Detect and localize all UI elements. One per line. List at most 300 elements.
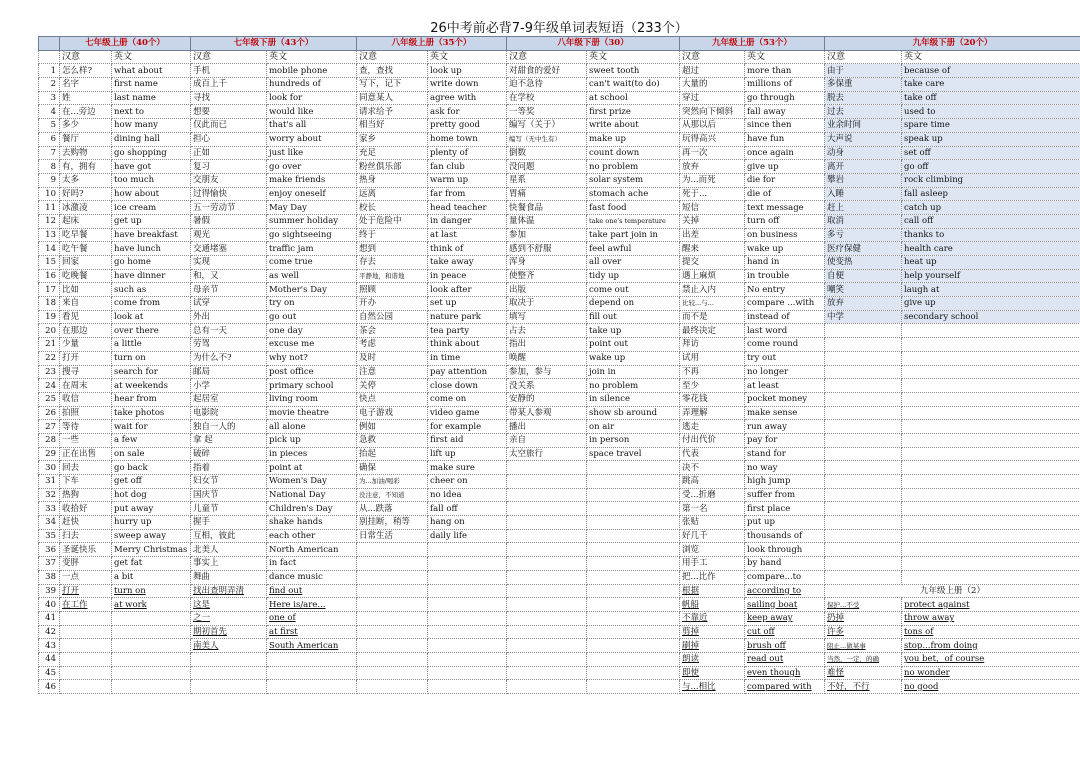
chinese-meaning-cell: 互相，彼此 [191,529,267,543]
english-phrase-cell: National Day [267,488,357,502]
chinese-meaning-cell: 迫不急待 [507,78,587,92]
english-phrase-cell: hot dog [112,488,191,502]
english-phrase-cell: by hand [745,557,825,571]
english-phrase-cell: first aid [428,433,507,447]
chinese-meaning-cell: 过去 [825,105,902,119]
english-phrase-cell: for example [428,420,507,434]
english-phrase-cell: count down [587,146,680,160]
row-number: 23 [39,365,60,379]
english-phrase-cell [267,666,357,680]
english-phrase-cell: you bet，of course [902,652,1080,666]
english-phrase-cell [587,611,680,625]
english-phrase-cell: die of [745,187,825,201]
english-phrase-cell: hear from [112,392,191,406]
chinese-meaning-cell: 注意 [357,365,428,379]
chinese-meaning-cell [60,611,112,625]
chinese-meaning-cell: 北美人 [191,543,267,557]
english-phrase-cell: health care [902,242,1080,256]
english-phrase-cell: head teacher [428,201,507,215]
chinese-meaning-cell: 把...比作 [680,570,745,584]
chinese-meaning-cell: 和，又 [191,269,267,283]
chinese-meaning-cell [60,680,112,694]
row-number-header [39,50,60,64]
row-number: 6 [39,132,60,146]
chinese-meaning-cell: 处于危险中 [357,214,428,228]
english-phrase-cell: fan club [428,160,507,174]
english-phrase-cell [902,338,1080,352]
english-phrase-cell: ice cream [112,201,191,215]
english-phrase-cell: Merry Christmas [112,543,191,557]
english-phrase-cell: secondary school [902,310,1080,324]
row-number: 44 [39,652,60,666]
chinese-meaning-cell: 确保 [357,461,428,475]
table-row [39,351,1080,365]
chinese-meaning-cell: 这是 [191,598,267,612]
row-number: 15 [39,256,60,270]
chinese-meaning-cell: 再一次 [680,146,745,160]
english-phrase-cell: point at [267,461,357,475]
chinese-meaning-cell [357,625,428,639]
chinese-meaning-cell [825,351,902,365]
english-phrase-cell: excuse me [267,338,357,352]
vocabulary-table [38,36,1080,694]
table-row [39,379,1080,393]
english-phrase-cell: all over [587,256,680,270]
en-header: 英文 [267,50,357,64]
english-phrase-cell: primary school [267,379,357,393]
english-phrase-cell: on sale [112,447,191,461]
chinese-meaning-cell [507,529,587,543]
chinese-meaning-cell: 带某人参观 [507,406,587,420]
row-number: 36 [39,543,60,557]
table-row [39,173,1080,187]
chinese-meaning-cell: 关掉 [680,214,745,228]
chinese-meaning-cell: 正在出售 [60,447,112,461]
chinese-meaning-cell: 剪掉 [680,625,745,639]
english-phrase-cell: think about [428,338,507,352]
table-row [39,256,1080,270]
english-phrase-cell: dance music [267,570,357,584]
english-phrase-cell [112,611,191,625]
english-phrase-cell: rock climbing [902,173,1080,187]
english-phrase-cell: in person [587,433,680,447]
english-phrase-cell: compared with [745,680,825,694]
row-number: 38 [39,570,60,584]
english-phrase-cell: point out [587,338,680,352]
cn-header: 汉意 [60,50,112,64]
chinese-meaning-cell: 收信 [60,392,112,406]
chinese-meaning-cell: 劳驾 [191,338,267,352]
table-row [39,598,1080,612]
chinese-meaning-cell [507,625,587,639]
chinese-meaning-cell: 第一名 [680,502,745,516]
chinese-meaning-cell [357,543,428,557]
english-phrase-cell: cheer on [428,475,507,489]
table-row [39,365,1080,379]
english-phrase-cell: no problem [587,379,680,393]
english-phrase-cell: as well [267,269,357,283]
english-phrase-cell: give up [902,297,1080,311]
table-row [39,529,1080,543]
english-phrase-cell: what about [112,64,191,78]
table-row [39,228,1080,242]
chinese-meaning-cell: 粉丝俱乐部 [357,160,428,174]
row-number: 39 [39,584,60,598]
english-phrase-cell: dining hall [112,132,191,146]
chinese-meaning-cell [507,611,587,625]
english-phrase-cell [902,447,1080,461]
english-phrase-cell: South American [267,639,357,653]
english-phrase-cell: write down [428,78,507,92]
chinese-meaning-cell: 来自 [60,297,112,311]
row-number: 3 [39,91,60,105]
english-phrase-cell: fall asleep [902,187,1080,201]
english-phrase-cell [428,652,507,666]
english-phrase-cell: have dinner [112,269,191,283]
english-phrase-cell: hurry up [112,516,191,530]
chinese-meaning-cell: 出差 [680,228,745,242]
chinese-meaning-cell [507,570,587,584]
english-phrase-cell: take care [902,78,1080,92]
chinese-meaning-cell: 校长 [357,201,428,215]
chinese-meaning-cell [60,639,112,653]
row-number: 5 [39,119,60,133]
section-grade9-vol1: 九年级上册（53个） [680,37,825,51]
english-phrase-cell [428,611,507,625]
english-phrase-cell: find out [267,584,357,598]
english-phrase-cell: turn on [112,584,191,598]
chinese-meaning-cell: 充足 [357,146,428,160]
row-number: 31 [39,475,60,489]
chinese-meaning-cell: 逃走 [680,420,745,434]
table-row [39,502,1080,516]
cn-header: 汉意 [680,50,745,64]
chinese-meaning-cell: 没注意，不知道 [357,488,428,502]
chinese-meaning-cell: 唤醒 [507,351,587,365]
chinese-meaning-cell: 五一劳动节 [191,201,267,215]
table-row [39,201,1080,215]
chinese-meaning-cell: 照顾 [357,283,428,297]
english-phrase-cell [267,652,357,666]
english-phrase-cell [902,379,1080,393]
english-phrase-cell: look for [267,91,357,105]
table-row [39,680,1080,694]
chinese-meaning-cell: 占去 [507,324,587,338]
chinese-meaning-cell: 禁止入内 [680,283,745,297]
chinese-meaning-cell: 感到不舒服 [507,242,587,256]
english-phrase-cell [902,529,1080,543]
chinese-meaning-cell: 与...相比 [680,680,745,694]
english-phrase-cell: turn on [112,351,191,365]
table-row [39,584,1080,598]
chinese-meaning-cell: 为什么不? [191,351,267,365]
english-phrase-cell: read out [745,652,825,666]
english-phrase-cell: mobile phone [267,64,357,78]
chinese-meaning-cell: 存去 [357,256,428,270]
english-phrase-cell: lift up [428,447,507,461]
chinese-meaning-cell: 扔掉 [825,611,902,625]
chinese-meaning-cell: 找出查明弄清 [191,584,267,598]
chinese-meaning-cell: 多亏 [825,228,902,242]
chinese-meaning-cell [825,488,902,502]
chinese-meaning-cell: 赶快 [60,516,112,530]
chinese-meaning-cell [357,666,428,680]
table-row [39,338,1080,352]
english-phrase-cell: in peace [428,269,507,283]
chinese-meaning-cell [825,379,902,393]
chinese-meaning-cell: 播出 [507,420,587,434]
en-header: 英文 [428,50,507,64]
chinese-meaning-cell: 终于 [357,228,428,242]
section-grade7-vol2: 七年级下册（43个） [191,37,357,51]
english-phrase-cell: come out [587,283,680,297]
row-number: 22 [39,351,60,365]
table-row [39,475,1080,489]
chinese-meaning-cell: 考虑 [357,338,428,352]
chinese-meaning-cell: 冰激凌 [60,201,112,215]
table-row [39,447,1080,461]
chinese-meaning-cell: 即使 [680,666,745,680]
english-phrase-cell: summer holiday [267,214,357,228]
chinese-meaning-cell: 许多 [825,625,902,639]
english-phrase-cell: suffer from [745,488,825,502]
chinese-meaning-cell: 受...折磨 [680,488,745,502]
english-phrase-cell [902,570,1080,584]
chinese-meaning-cell: 打开 [60,351,112,365]
chinese-meaning-cell: 从那以后 [680,119,745,133]
row-number: 26 [39,406,60,420]
chinese-meaning-cell: 编写（关于） [507,119,587,133]
table-row [39,187,1080,201]
english-phrase-cell: take off [902,91,1080,105]
chinese-meaning-cell: 放弃 [825,297,902,311]
section-header-row [39,37,1080,51]
chinese-meaning-cell: 变胖 [60,557,112,571]
chinese-meaning-cell: 自便 [825,269,902,283]
chinese-meaning-cell: 倒数 [507,146,587,160]
chinese-meaning-cell: 餐厅 [60,132,112,146]
english-phrase-cell: agree with [428,91,507,105]
chinese-meaning-cell: 起居室 [191,392,267,406]
english-phrase-cell: brush off [745,639,825,653]
table-row [39,146,1080,160]
table-row [39,652,1080,666]
english-phrase-cell: take part join in [587,228,680,242]
chinese-meaning-cell: 吃午餐 [60,242,112,256]
chinese-meaning-cell: 一点 [60,570,112,584]
chinese-meaning-cell: 参加，参与 [507,365,587,379]
english-phrase-cell: first name [112,78,191,92]
chinese-meaning-cell: 在那边 [60,324,112,338]
chinese-meaning-cell [825,406,902,420]
chinese-meaning-cell: 南美人 [191,639,267,653]
chinese-meaning-cell: 抬起 [357,447,428,461]
table-row [39,242,1080,256]
chinese-meaning-cell: 下车 [60,475,112,489]
english-phrase-cell: come true [267,256,357,270]
chinese-meaning-cell: 在学校 [507,91,587,105]
chinese-meaning-cell: 难怪 [825,666,902,680]
english-phrase-cell: call off [902,214,1080,228]
chinese-meaning-cell: 观光 [191,228,267,242]
row-number: 16 [39,269,60,283]
chinese-meaning-cell [507,516,587,530]
chinese-meaning-cell: 零花钱 [680,392,745,406]
english-phrase-cell: no idea [428,488,507,502]
english-phrase-cell [587,598,680,612]
english-phrase-cell: on business [745,228,825,242]
chinese-meaning-cell: 提交 [680,256,745,270]
english-phrase-cell: tons of [902,625,1080,639]
english-phrase-cell: wake up [587,351,680,365]
chinese-meaning-cell [507,557,587,571]
chinese-meaning-cell: 攀岩 [825,173,902,187]
english-phrase-cell: search for [112,365,191,379]
chinese-meaning-cell: 看见 [60,310,112,324]
english-phrase-cell: go back [112,461,191,475]
chinese-meaning-cell: 回家 [60,256,112,270]
english-phrase-cell: pocket money [745,392,825,406]
english-phrase-cell: at work [112,598,191,612]
english-phrase-cell: speak up [902,132,1080,146]
english-phrase-cell: in danger [428,214,507,228]
chinese-meaning-cell [357,584,428,598]
english-phrase-cell: set off [902,146,1080,160]
chinese-meaning-cell [357,680,428,694]
chinese-meaning-cell [507,680,587,694]
chinese-meaning-cell [507,475,587,489]
row-number: 2 [39,78,60,92]
chinese-meaning-cell: 不再 [680,365,745,379]
chinese-meaning-cell: 安静的 [507,392,587,406]
table-row [39,297,1080,311]
table-row [39,105,1080,119]
table-row [39,283,1080,297]
chinese-meaning-cell: 量体温 [507,214,587,228]
english-phrase-cell [587,570,680,584]
english-phrase-cell: sweet tooth [587,64,680,78]
chinese-meaning-cell: 查，查找 [357,64,428,78]
table-row [39,639,1080,653]
chinese-meaning-cell: 想到 [357,242,428,256]
english-phrase-cell: solar system [587,173,680,187]
english-phrase-cell: thanks to [902,228,1080,242]
table-row [39,488,1080,502]
english-phrase-cell: look through [745,543,825,557]
cn-header: 汉意 [191,50,267,64]
chinese-meaning-cell [357,557,428,571]
chinese-meaning-cell: 打开 [60,584,112,598]
chinese-meaning-cell: 搜寻 [60,365,112,379]
chinese-meaning-cell: 吃晚餐 [60,269,112,283]
english-phrase-cell: show sb around [587,406,680,420]
chinese-meaning-cell: 比如 [60,283,112,297]
chinese-meaning-cell [825,529,902,543]
english-phrase-cell: just like [267,146,357,160]
english-phrase-cell: a few [112,433,191,447]
chinese-meaning-cell [507,598,587,612]
english-phrase-cell: no wonder [902,666,1080,680]
chinese-meaning-cell: 浑身 [507,256,587,270]
english-phrase-cell: living room [267,392,357,406]
english-phrase-cell: tea party [428,324,507,338]
english-phrase-cell: look up [428,64,507,78]
chinese-meaning-cell: 拍照 [60,406,112,420]
en-header: 英文 [745,50,825,64]
english-phrase-cell: since then [745,119,825,133]
table-row [39,91,1080,105]
chinese-meaning-cell: 编写（无中生有） [507,132,587,146]
chinese-meaning-cell [507,666,587,680]
chinese-meaning-cell: 突然向下倾斜 [680,105,745,119]
table-row [39,433,1080,447]
english-phrase-cell: sweep away [112,529,191,543]
english-phrase-cell: last word [745,324,825,338]
english-phrase-cell: get fat [112,557,191,571]
english-phrase-cell: over there [112,324,191,338]
row-number: 34 [39,516,60,530]
chinese-meaning-cell: 姓 [60,91,112,105]
chinese-meaning-cell: 跳高 [680,475,745,489]
chinese-meaning-cell: 亲自 [507,433,587,447]
row-number: 11 [39,201,60,215]
chinese-meaning-cell: 扫去 [60,529,112,543]
chinese-meaning-cell: 独自一人的 [191,420,267,434]
chinese-meaning-cell: 帆船 [680,598,745,612]
chinese-meaning-cell: 离开 [825,160,902,174]
row-number: 12 [39,214,60,228]
chinese-meaning-cell: 超过 [680,64,745,78]
english-phrase-cell: in time [428,351,507,365]
english-phrase-cell: hang on [428,516,507,530]
chinese-meaning-cell: 代表 [680,447,745,461]
section-grade9-vol2: 九年级下册（20个） [825,37,1080,51]
english-phrase-cell: get up [112,214,191,228]
english-phrase-cell: come from [112,297,191,311]
english-phrase-cell: have got [112,160,191,174]
chinese-meaning-cell [507,488,587,502]
english-phrase-cell [902,475,1080,489]
english-phrase-cell [112,639,191,653]
cn-header: 汉意 [507,50,587,64]
english-phrase-cell [587,652,680,666]
english-phrase-cell: go off [902,160,1080,174]
english-phrase-cell: no way [745,461,825,475]
chinese-meaning-cell: 不好，不行 [825,680,902,694]
english-phrase-cell: look after [428,283,507,297]
english-phrase-cell: set up [428,297,507,311]
chinese-meaning-cell: 醒来 [680,242,745,256]
table-row [39,214,1080,228]
english-phrase-cell: protect against [902,598,1080,612]
chinese-meaning-cell [60,666,112,680]
table-row [39,406,1080,420]
english-phrase-cell: depend on [587,297,680,311]
row-number: 24 [39,379,60,393]
chinese-meaning-cell: 交朋友 [191,173,267,187]
english-phrase-cell: no longer [745,365,825,379]
chinese-meaning-cell [825,557,902,571]
english-phrase-cell: have lunch [112,242,191,256]
chinese-meaning-cell: 大量的 [680,78,745,92]
row-number: 41 [39,611,60,625]
table-row [39,119,1080,133]
grade9-vol1-part2-subheading: 九年级上册（2） [825,584,1080,598]
row-number: 8 [39,160,60,174]
chinese-meaning-cell [825,570,902,584]
english-phrase-cell [587,488,680,502]
english-phrase-cell: North American [267,543,357,557]
